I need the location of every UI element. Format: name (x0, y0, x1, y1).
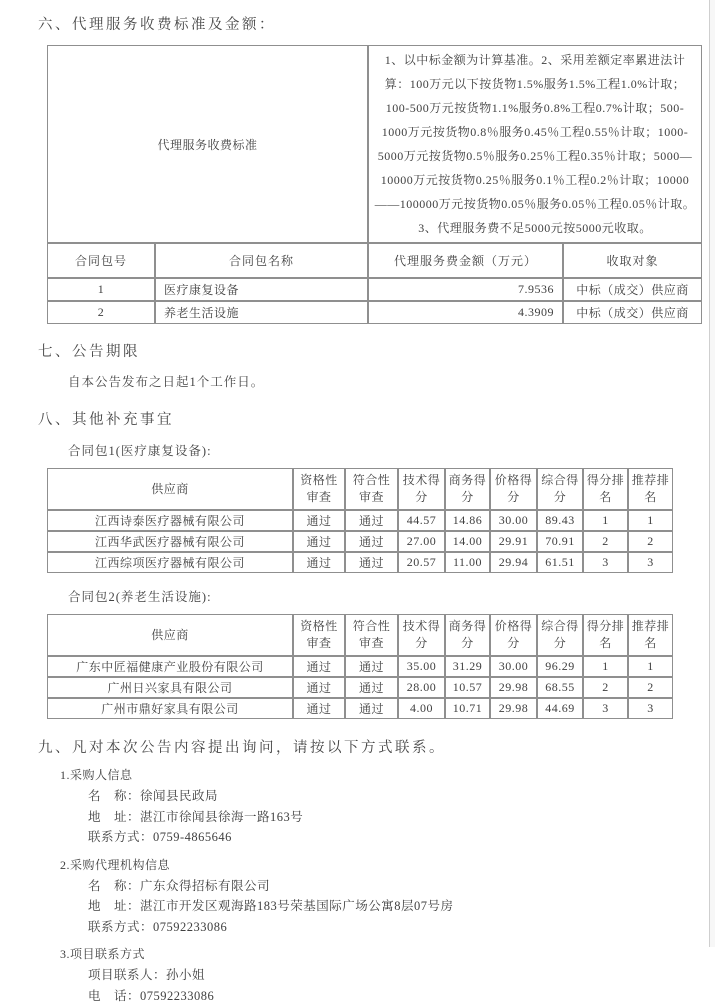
fee-table-header-row (47, 243, 702, 278)
purchaser-info-title: 1.采购人信息 (60, 765, 715, 786)
cell-price: 29.98 (490, 677, 537, 698)
cell-price: 30.00 (490, 510, 537, 531)
agency-contact: 联系方式：07592233086 (88, 917, 715, 938)
cell-total: 96.29 (537, 656, 583, 677)
cell-business: 14.86 (445, 510, 490, 531)
cell-supplier: 广州日兴家具有限公司 (47, 677, 293, 698)
score-table-row (47, 531, 673, 552)
cell-technical: 4.00 (398, 698, 445, 719)
cell-score-rank: 2 (583, 531, 628, 552)
project-contact-person: 项目联系人：孙小姐 (88, 965, 715, 986)
package1-score-table (47, 468, 673, 573)
cell-supplier: 江西综项医疗器械有限公司 (47, 552, 293, 573)
cell-recommend-rank: 2 (628, 677, 673, 698)
score-table-row (47, 656, 673, 677)
section9-heading: 九、凡对本次公告内容提出询问，请按以下方式联系。 (38, 736, 715, 757)
fee-header-payer: 收取对象 (563, 243, 702, 278)
cell-technical: 44.57 (398, 510, 445, 531)
cell-business: 10.71 (445, 698, 490, 719)
cell-qualification: 通过 (293, 510, 345, 531)
header-conformity-review: 符合性审查 (345, 614, 398, 656)
cell-supplier: 广东中匠福健康产业股份有限公司 (47, 656, 293, 677)
cell-business: 31.29 (445, 656, 490, 677)
section8-heading: 八、其他补充事宜 (38, 408, 715, 429)
fee-cell-payer: 中标（成交）供应商 (563, 301, 702, 324)
cell-qualification: 通过 (293, 698, 345, 719)
fee-table (47, 45, 702, 324)
cell-qualification: 通过 (293, 552, 345, 573)
fee-header-package-name: 合同包名称 (155, 243, 368, 278)
fee-cell-package-name: 医疗康复设备 (155, 278, 368, 301)
section6-heading: 六、代理服务收费标准及金额： (38, 13, 715, 34)
cell-total: 61.51 (537, 552, 583, 573)
cell-technical: 20.57 (398, 552, 445, 573)
score-table-row (47, 677, 673, 698)
purchaser-contact: 联系方式：0759-4865646 (88, 827, 715, 848)
header-price-score: 价格得分 (490, 614, 537, 656)
project-contact-phone: 电 话：07592233086 (88, 986, 715, 1006)
cell-total: 44.69 (537, 698, 583, 719)
header-technical-score: 技术得分 (398, 614, 445, 656)
header-supplier: 供应商 (47, 614, 293, 656)
project-contact-title: 3.项目联系方式 (60, 944, 715, 965)
cell-conformity: 通过 (345, 656, 398, 677)
purchaser-address: 地 址：湛江市徐闻县徐海一路163号 (88, 807, 715, 828)
score-table-header-row (47, 468, 673, 510)
fee-cell-payer: 中标（成交）供应商 (563, 278, 702, 301)
package2-score-table (47, 614, 673, 719)
cell-business: 11.00 (445, 552, 490, 573)
cell-technical: 35.00 (398, 656, 445, 677)
fee-standard-label: 代理服务收费标准 (47, 45, 368, 243)
header-qualification-review: 资格性审查 (293, 468, 345, 510)
cell-price: 29.94 (490, 552, 537, 573)
score-table-row (47, 698, 673, 719)
package2-label: 合同包2(养老生活设施): (68, 587, 715, 605)
cell-supplier: 江西华武医疗器械有限公司 (47, 531, 293, 552)
page-right-edge (709, 0, 715, 947)
agency-info-group (38, 855, 715, 938)
cell-total: 68.55 (537, 677, 583, 698)
cell-conformity: 通过 (345, 698, 398, 719)
cell-score-rank: 3 (583, 552, 628, 573)
header-business-score: 商务得分 (445, 468, 490, 510)
header-qualification-review: 资格性审查 (293, 614, 345, 656)
fee-table-row (47, 301, 702, 324)
cell-business: 14.00 (445, 531, 490, 552)
header-total-score: 综合得分 (537, 468, 583, 510)
cell-price: 30.00 (490, 656, 537, 677)
cell-recommend-rank: 1 (628, 656, 673, 677)
cell-recommend-rank: 2 (628, 531, 673, 552)
cell-price: 29.91 (490, 531, 537, 552)
cell-qualification: 通过 (293, 656, 345, 677)
header-score-rank: 得分排名 (583, 614, 628, 656)
cell-conformity: 通过 (345, 677, 398, 698)
cell-recommend-rank: 3 (628, 698, 673, 719)
agency-info-title: 2.采购代理机构信息 (60, 855, 715, 876)
header-business-score: 商务得分 (445, 614, 490, 656)
fee-header-amount: 代理服务费金额（万元） (368, 243, 563, 278)
purchaser-info-group (38, 765, 715, 848)
header-price-score: 价格得分 (490, 468, 537, 510)
header-conformity-review: 符合性审查 (345, 468, 398, 510)
package1-label: 合同包1(医疗康复设备): (68, 441, 715, 459)
cell-conformity: 通过 (345, 531, 398, 552)
header-recommend-rank: 推荐排名 (628, 614, 673, 656)
fee-standard-text: 1、以中标金额为计算基准。2、采用差额定率累进法计算：100万元以下按货物1.5%服务1.5%工程1.0%计取；100-500万元按货物1.1%服务0.8%工程0.7%计取；500-1000万元按货物0.8％服务0.45％工程0.55％计取；1000-5000万元按货物0.5％服务0.25％工程0.35％计取；5000—10000万元按货物0.25％服务0.1％工程0.2％计取；10000——100000万元按货物0.05％服务0.05％工程0.05％计取。3、代理服务费不足5000元按5000元收取。 (368, 45, 702, 243)
section7-body: 自本公告发布之日起1个工作日。 (68, 372, 715, 390)
project-contact-group (38, 944, 715, 1006)
cell-business: 10.57 (445, 677, 490, 698)
header-score-rank: 得分排名 (583, 468, 628, 510)
cell-score-rank: 1 (583, 510, 628, 531)
cell-technical: 27.00 (398, 531, 445, 552)
cell-qualification: 通过 (293, 677, 345, 698)
section7-heading: 七、公告期限 (38, 340, 715, 361)
cell-technical: 28.00 (398, 677, 445, 698)
header-total-score: 综合得分 (537, 614, 583, 656)
score-table-row (47, 552, 673, 573)
header-supplier: 供应商 (47, 468, 293, 510)
fee-header-package-no: 合同包号 (47, 243, 155, 278)
fee-cell-amount: 4.3909 (368, 301, 563, 324)
cell-score-rank: 1 (583, 656, 628, 677)
cell-recommend-rank: 3 (628, 552, 673, 573)
cell-score-rank: 2 (583, 677, 628, 698)
cell-score-rank: 3 (583, 698, 628, 719)
agency-name: 名 称：广东众得招标有限公司 (88, 876, 715, 897)
contact-section (38, 765, 715, 1006)
fee-cell-package-no: 2 (47, 301, 155, 324)
cell-recommend-rank: 1 (628, 510, 673, 531)
cell-conformity: 通过 (345, 510, 398, 531)
cell-total: 89.43 (537, 510, 583, 531)
header-technical-score: 技术得分 (398, 468, 445, 510)
header-recommend-rank: 推荐排名 (628, 468, 673, 510)
agency-address: 地 址：湛江市开发区观海路183号荣基国际广场公寓8层07号房 (88, 896, 715, 917)
score-table-row (47, 510, 673, 531)
cell-price: 29.98 (490, 698, 537, 719)
fee-cell-amount: 7.9536 (368, 278, 563, 301)
fee-cell-package-no: 1 (47, 278, 155, 301)
cell-conformity: 通过 (345, 552, 398, 573)
score-table-header-row (47, 614, 673, 656)
cell-total: 70.91 (537, 531, 583, 552)
cell-qualification: 通过 (293, 531, 345, 552)
cell-supplier: 广州市鼎好家具有限公司 (47, 698, 293, 719)
fee-standard-row (47, 45, 702, 243)
cell-supplier: 江西诗泰医疗器械有限公司 (47, 510, 293, 531)
fee-table-row (47, 278, 702, 301)
fee-cell-package-name: 养老生活设施 (155, 301, 368, 324)
purchaser-name: 名 称：徐闻县民政局 (88, 786, 715, 807)
